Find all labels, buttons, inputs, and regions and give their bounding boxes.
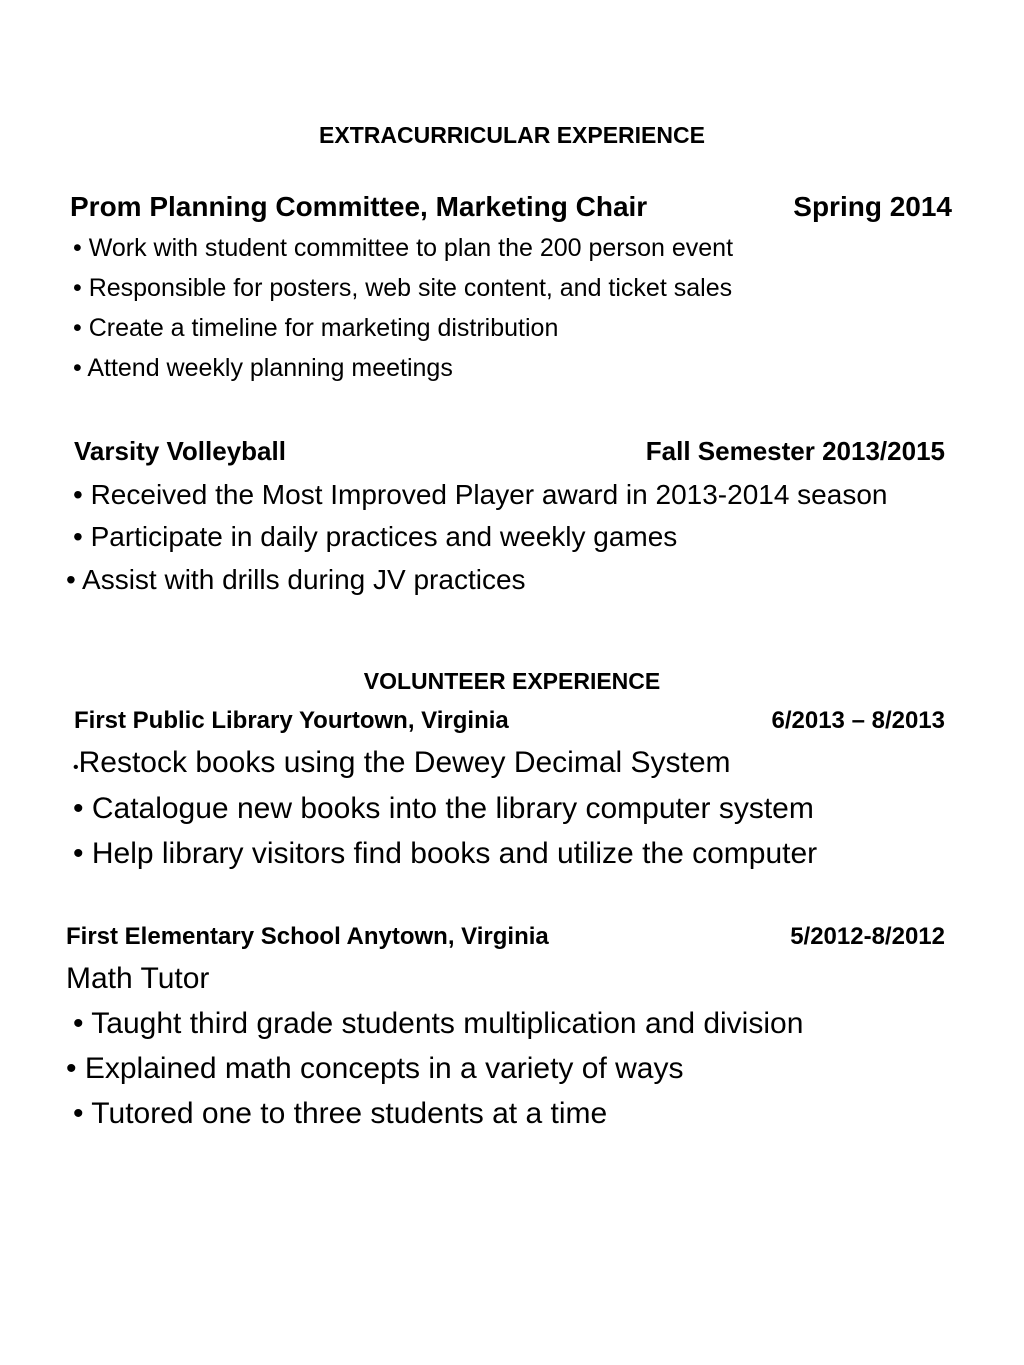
prom-bullet-4: • Attend weekly planning meetings xyxy=(73,354,453,382)
school-date: 5/2012-8/2012 xyxy=(790,923,945,950)
volleyball-bullet-3: • Assist with drills during JV practices xyxy=(66,564,526,595)
library-date: 6/2013 – 8/2013 xyxy=(771,707,945,734)
extracurricular-heading: EXTRACURRICULAR EXPERIENCE xyxy=(319,122,705,148)
school-bullet-3: • Tutored one to three students at a time xyxy=(73,1097,608,1130)
prom-bullet-3: • Create a timeline for marketing distribution xyxy=(73,314,559,342)
library-bullet-1 xyxy=(73,748,731,778)
library-title: First Public Library Yourtown, Virginia xyxy=(74,707,509,734)
prom-committee-title: Prom Planning Committee, Marketing Chair xyxy=(70,191,648,222)
prom-bullet-1: • Work with student committee to plan the 200 person event xyxy=(73,234,734,262)
prom-committee-date: Spring 2014 xyxy=(793,191,952,222)
school-role: Math Tutor xyxy=(66,962,210,995)
library-bullet-3: • Help library visitors find books and utilize the computer xyxy=(73,837,818,870)
school-bullet-1: • Taught third grade students multiplication and division xyxy=(73,1007,804,1040)
prom-bullet-2: • Responsible for posters, web site content, and ticket sales xyxy=(73,274,733,302)
volleyball-date: Fall Semester 2013/2015 xyxy=(645,436,945,466)
volleyball-title: Varsity Volleyball xyxy=(74,436,286,466)
volunteer-heading: VOLUNTEER EXPERIENCE xyxy=(363,668,661,694)
volleyball-bullet-2: • Participate in daily practices and weekly games xyxy=(73,521,678,552)
library-bullet-2: • Catalogue new books into the library computer system xyxy=(73,792,814,825)
school-title: First Elementary School Anytown, Virginia xyxy=(66,923,549,950)
school-bullet-2: • Explained math concepts in a variety of ways xyxy=(66,1052,684,1085)
volleyball-bullet-1: • Received the Most Improved Player award in 2013-2014 season xyxy=(73,479,888,510)
library-bullet-1-symbol: • xyxy=(73,759,79,776)
library-bullet-1-text: Restock books using the Dewey Decimal System xyxy=(78,746,731,779)
